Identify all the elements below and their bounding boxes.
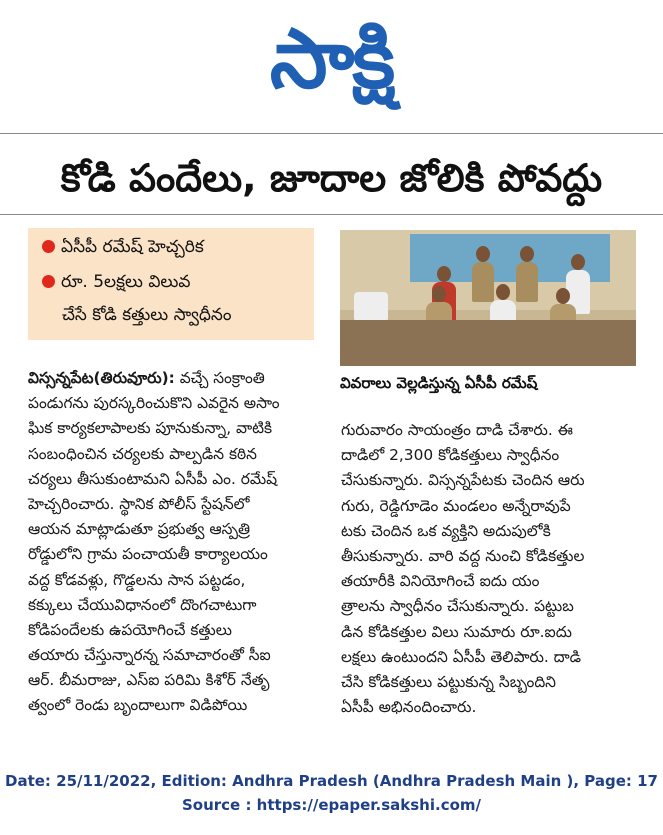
bullet-icon <box>42 240 55 253</box>
article-line: త్రాలను స్వాధీనం చేసుకున్నారు. పట్టుబ <box>341 597 574 616</box>
article-line: సంబంధించిన చర్యలకు పాల్పడిన కఠిన <box>28 444 257 463</box>
masthead <box>0 0 663 130</box>
article-line: దాడిలో 2,300 కోడికత్తులు స్వాధీనం <box>341 446 560 465</box>
bullet-icon <box>42 275 55 288</box>
article-line: వద్ద కోడవళ్లు, గొడ్డలను సాన పట్టడం, <box>28 570 246 589</box>
article-line: చర్యలు తీసుకుంటామని ఏసీపీ ఎం. రమేష్ <box>28 469 278 488</box>
article-line: హెచ్చరించారు. స్థానిక పోలీస్ స్టేషన్‌లో <box>28 494 250 513</box>
sakshi-logo: సాక్షి <box>269 12 394 107</box>
headline-divider <box>0 214 663 215</box>
highlight-item: ఏసీపీ రమేష్ హెచ్చరిక <box>42 234 204 260</box>
highlight-item-continued: చేసే కోడి కత్తులు స్వాధీనం <box>62 305 232 325</box>
article-line: తయారు చేస్తున్నారన్న సమాచారంతో సీఐ <box>28 646 271 665</box>
article-line: పండుగను పురస్కరించుకొని ఎవరైన అసాం <box>28 394 280 413</box>
article-line: తీసుకున్నారు. వారి వద్ద నుంచి కోడికత్తుల <box>341 546 585 565</box>
article-line: తయారీకి వినియోగించే ఐదు యం <box>341 572 540 591</box>
highlight-item: రూ. 5లక్షలు విలువ <box>42 269 190 295</box>
article-line: ఆర్. బీమరాజు, ఎస్ఐ పరిమి కిశోర్ నేతృ <box>28 671 270 690</box>
article-line: డిన కోడికత్తుల విలు సుమారు రూ.ఐదు <box>341 622 572 641</box>
article-line: కక్కులు చేయువిధానంలో దొంగచాటుగా <box>28 595 257 614</box>
edition-info: Date: 25/11/2022, Edition: Andhra Pradesh (Andhra Pradesh Main ), Page: 17 <box>5 772 658 790</box>
article-line: త్వంలో రెండు బృందాలుగా విడిపోయి <box>28 696 248 715</box>
article-line: చేసుకున్నారు. విస్సన్నపేటకు చెందిన ఆరు <box>341 471 585 490</box>
article-line: రోడ్డులోని గ్రామ పంచాయతీ కార్యాలయం <box>28 545 268 564</box>
news-photo <box>340 230 636 366</box>
article-line: గురువారం సాయంత్రం దాడి చేశారు. ఈ <box>341 421 573 439</box>
article-line: గురు, రెడ్డిగూడెం మండలం అన్నేరావుపే <box>341 496 571 515</box>
article-line: టకు చెందిన ఒక వ్యక్తిని అదుపులోకి <box>341 521 551 540</box>
highlight-box <box>28 228 314 340</box>
source-link[interactable]: Source : https://epaper.sakshi.com/ <box>181 796 481 814</box>
article-line: చేసి కోడికత్తులు పట్టుకున్న సిబ్బందిని <box>341 672 556 691</box>
article-line: కోడిపందేలకు ఉపయోగించే కత్తులు <box>28 620 232 639</box>
photo-caption: వివరాలు వెల్లడిస్తున్న ఏసీపీ రమేష్ <box>340 374 538 392</box>
article-column-right <box>341 418 637 720</box>
article-line: విస్సన్నపేట(తిరువూరు): వచ్చే సంక్రాంతి <box>28 369 265 387</box>
article-line: ఘిక కార్యకలాపాలకు పూనుకున్నా, వాటికి <box>28 419 273 438</box>
article-headline: కోడి పందేలు, జూదాల జోలికి పోవద్దు <box>60 156 603 200</box>
article-column-left <box>28 366 324 719</box>
masthead-divider <box>0 133 663 134</box>
article-line: ఏసీపీ అభినందించారు. <box>341 698 477 717</box>
dateline: విస్సన్నపేట(తిరువూరు): <box>28 369 175 387</box>
article-line: లక్షలు ఉంటుందని ఏసీపీ తెలిపారు. దాడి <box>341 647 582 666</box>
article-line: ఆయన మాట్లాడుతూ ప్రభుత్వ ఆస్పత్రి <box>28 520 251 539</box>
